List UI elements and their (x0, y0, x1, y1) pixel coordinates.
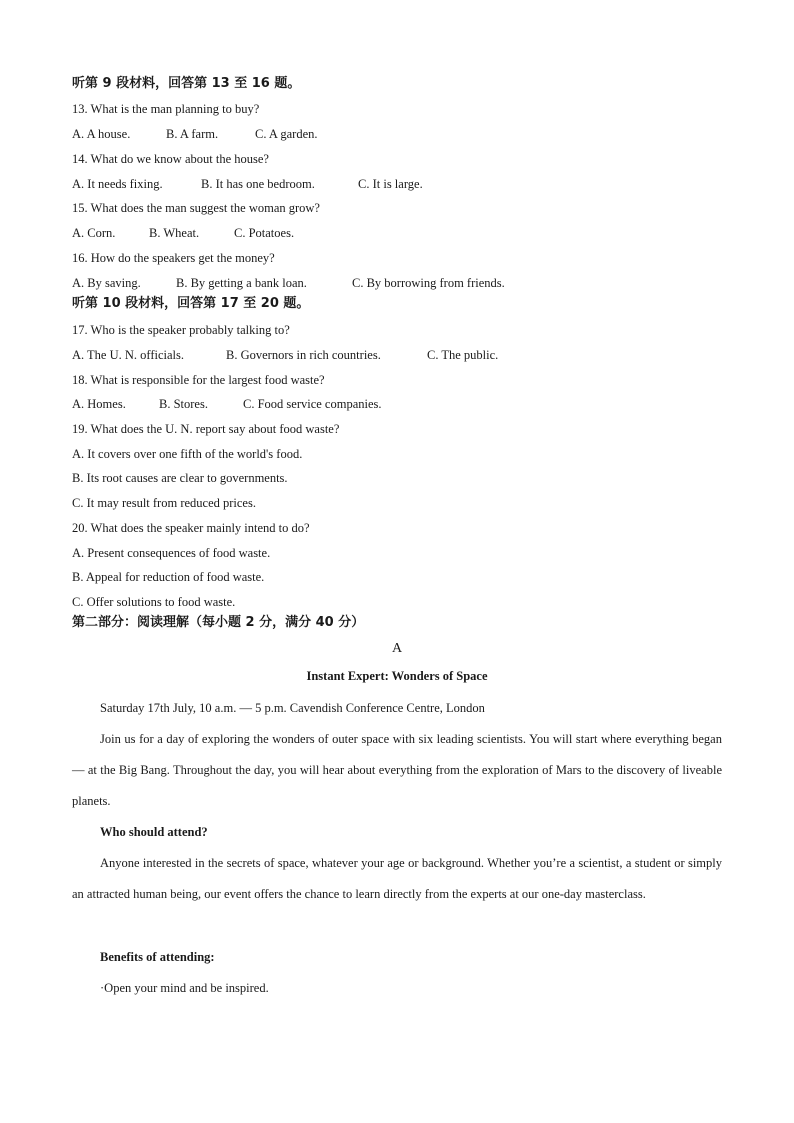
question-18: 18. What is responsible for the largest food waste? (72, 373, 325, 387)
q18-option-a: A. Homes. (72, 397, 126, 411)
question-19: 19. What does the U. N. report say about food waste? (72, 422, 340, 436)
question-16: 16. How do the speakers get the money? (72, 251, 275, 265)
q16-option-c: C. By borrowing from friends. (352, 276, 505, 290)
q18-option-c: C. Food service companies. (243, 397, 382, 411)
q17-option-c: C. The public. (427, 348, 499, 362)
question-13-options (72, 126, 318, 142)
section-letter: A (391, 641, 403, 656)
q19-option-a: A. It covers over one fifth of the world's food. (72, 447, 303, 461)
question-13: 13. What is the man planning to buy? (72, 102, 260, 116)
q19-option-b: B. Its root causes are clear to governments. (72, 471, 288, 485)
question-14: 14. What do we know about the house? (72, 152, 269, 166)
q15-option-c: C. Potatoes. (234, 226, 295, 240)
question-14-options (72, 176, 423, 192)
q18-option-b: B. Stores. (159, 397, 208, 411)
q13-option-a: A. A house. (72, 127, 131, 141)
q13-option-c: C. A garden. (255, 127, 318, 141)
q20-option-a: A. Present consequences of food waste. (72, 546, 271, 560)
question-16-options (72, 275, 505, 291)
question-15-options (72, 225, 294, 241)
benefits-heading: Benefits of attending: (100, 950, 215, 964)
reading-part-header: 第二部分：阅读理解（每小题 2 分，满分 40 分） (72, 615, 365, 630)
section-10-header: 听第 10 段材料，回答第 17 至 20 题。 (72, 296, 310, 311)
who-should-attend-heading: Who should attend? (100, 825, 208, 839)
q20-option-b: B. Appeal for reduction of food waste. (72, 570, 265, 584)
q19-option-c: C. It may result from reduced prices. (72, 496, 256, 510)
q15-option-a: A. Corn. (72, 226, 116, 240)
event-details: Saturday 17th July, 10 a.m. — 5 p.m. Cavendish Conference Centre, London (100, 701, 485, 715)
q20-option-c: C. Offer solutions to food waste. (72, 595, 236, 609)
q14-option-c: C. It is large. (358, 177, 423, 191)
q17-option-a: A. The U. N. officials. (72, 348, 185, 362)
question-20: 20. What does the speaker mainly intend to do? (72, 521, 310, 535)
passage-title: Instant Expert: Wonders of Space (306, 669, 488, 683)
question-17: 17. Who is the speaker probably talking to? (72, 323, 290, 337)
benefit-item: ·Open your mind and be inspired. (100, 981, 269, 995)
q13-option-b: B. A farm. (166, 127, 219, 141)
q14-option-b: B. It has one bedroom. (201, 177, 315, 191)
q15-option-b: B. Wheat. (149, 226, 200, 240)
question-18-options (72, 396, 382, 412)
paragraph-audience: Anyone interested in the secrets of space, whatever your age or background. Whether you’re a scientist, a student or simply an attracted human being, our event offers the chance to learn directly from the experts at our one-day masterclass. (72, 856, 722, 901)
paragraph-intro: Join us for a day of exploring the wonders of outer space with six leading scientists. You will start where everything began — at the Big Bang. Throughout the day, you will hear about everything from the exploration of Mars to the discovery of liveable planets. (72, 732, 722, 808)
q17-option-b: B. Governors in rich countries. (226, 348, 381, 362)
q16-option-b: B. By getting a bank loan. (176, 276, 307, 290)
q14-option-a: A. It needs fixing. (72, 177, 163, 191)
q16-option-a: A. By saving. (72, 276, 141, 290)
question-15: 15. What does the man suggest the woman grow? (72, 201, 320, 215)
section-9-header: 听第 9 段材料，回答第 13 至 16 题。 (72, 76, 301, 91)
question-17-options (72, 347, 498, 363)
